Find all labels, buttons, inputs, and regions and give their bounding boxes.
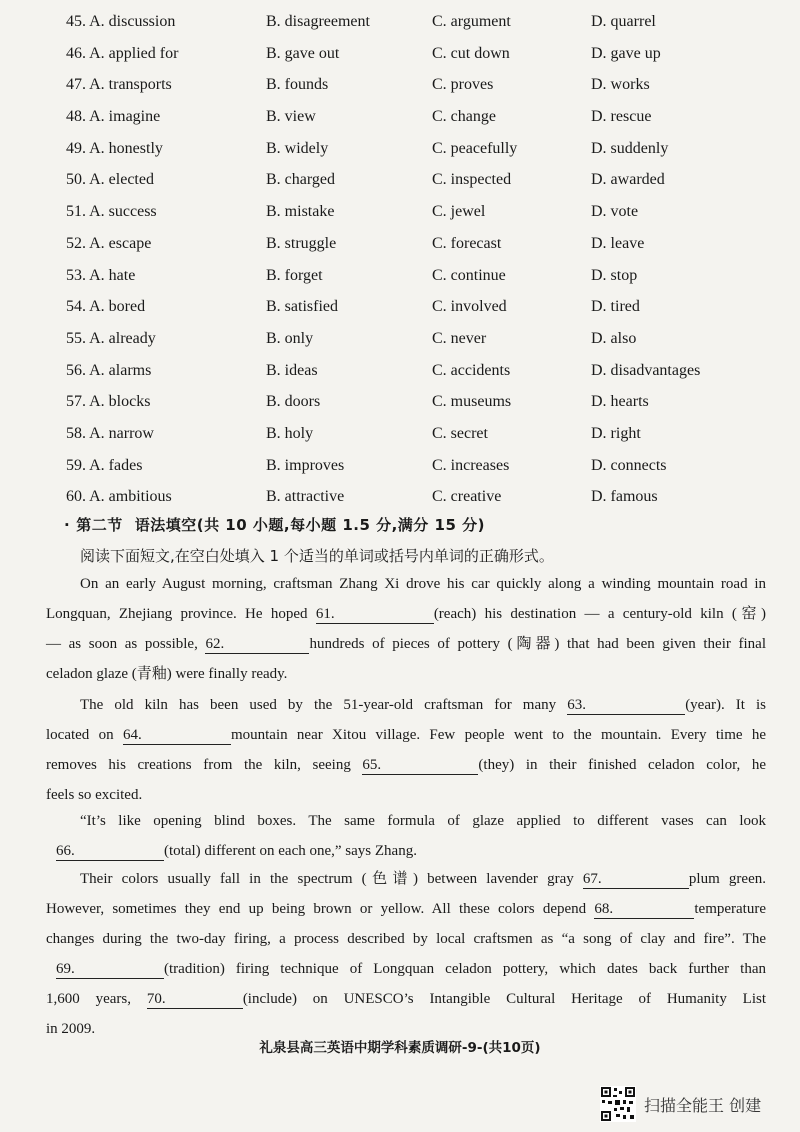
option-a: 56. A. alarms xyxy=(66,361,152,379)
answer-options xyxy=(0,6,800,513)
option-a: 55. A. already xyxy=(66,329,156,347)
passage-text: (total) different on each one,” says Zhang. xyxy=(164,843,417,859)
option-a: 52. A. escape xyxy=(66,234,152,252)
option-d: D. stop xyxy=(591,266,638,284)
option-row-59 xyxy=(0,450,800,482)
blank-62[interactable]: 62. xyxy=(205,635,309,654)
option-c: C. never xyxy=(432,329,487,347)
option-c: C. jewel xyxy=(432,203,486,221)
passage-text: Their colors usually fall in the spectrum (色谱) between lavender gray xyxy=(80,871,583,887)
option-row-58 xyxy=(0,418,800,450)
option-a: 50. A. elected xyxy=(66,171,154,189)
option-c: C. museums xyxy=(432,393,512,411)
option-b: B. disagreement xyxy=(266,13,370,30)
option-b: B. satisfied xyxy=(266,298,338,316)
option-d: D. gave up xyxy=(591,44,661,62)
passage-text: in 2009. xyxy=(46,1021,96,1037)
passage-text: (year). It is xyxy=(685,697,767,713)
passage-text: Longquan, Zhejiang province. He hoped xyxy=(46,606,316,622)
option-b: B. founds xyxy=(266,76,329,94)
blank-63[interactable]: 63. xyxy=(567,696,685,715)
option-a: 60. A. ambitious xyxy=(66,488,172,506)
passage-line xyxy=(46,984,766,1014)
option-row-48 xyxy=(0,101,800,133)
option-b: B. improves xyxy=(266,456,345,474)
passage-text: (they) in their finished celadon color, he xyxy=(478,757,766,773)
passage-line xyxy=(46,750,766,780)
option-row-49 xyxy=(0,133,800,165)
passage-line xyxy=(46,599,766,629)
option-d: D. disadvantages xyxy=(591,361,701,379)
passage-text: changes during the two-day firing, a process described by local craftsmen as “a song of clay and fire”. The xyxy=(46,931,766,947)
section-heading xyxy=(64,514,485,535)
passage-line xyxy=(46,894,766,924)
option-a: 54. A. bored xyxy=(66,298,146,316)
option-row-54 xyxy=(0,291,800,323)
option-row-60 xyxy=(0,481,800,513)
page-footer: 礼泉县高三英语中期学科素质调研-9-(共10页) xyxy=(259,1040,541,1056)
option-c: C. change xyxy=(432,108,496,126)
passage-line xyxy=(46,806,766,836)
option-c: C. continue xyxy=(432,266,506,284)
option-a: 53. A. hate xyxy=(66,266,136,284)
blank-70[interactable]: 70. xyxy=(147,990,243,1009)
passage-text: (reach) his destination — a century-old kiln (窑) xyxy=(433,606,766,622)
option-d: D. leave xyxy=(591,234,645,252)
option-c: C. peacefully xyxy=(432,139,518,157)
option-d: D. famous xyxy=(591,488,658,506)
option-b: B. ideas xyxy=(266,361,318,379)
option-c: C. secret xyxy=(432,424,488,442)
option-a: 45. A. discussion xyxy=(66,13,176,30)
option-row-51 xyxy=(0,196,800,228)
passage-paragraph-1 xyxy=(46,569,766,689)
passage-text: “It’s like opening blind boxes. The same formula of glaze applied to different vases can look xyxy=(80,813,766,829)
option-b: B. doors xyxy=(266,393,321,411)
option-a: 57. A. blocks xyxy=(66,393,151,411)
passage-paragraph-2 xyxy=(46,690,766,810)
option-row-45 xyxy=(0,6,800,38)
passage-line xyxy=(46,659,766,689)
option-c: C. creative xyxy=(432,488,502,506)
option-b: B. gave out xyxy=(266,44,340,62)
passage-text: mountain near Xitou village. Few people went to the mountain. Every time he xyxy=(230,727,766,743)
option-c: C. cut down xyxy=(432,44,510,62)
passage-text: removes his creations from the kiln, seeing xyxy=(46,757,363,773)
option-row-55 xyxy=(0,323,800,355)
option-b: B. charged xyxy=(266,171,336,189)
passage-line xyxy=(46,569,766,599)
section-instruction: 阅读下面短文,在空白处填入 1 个适当的单词或括号内单词的正确形式。 xyxy=(80,547,554,565)
watermark-text: 扫描全能王 创建 xyxy=(644,1095,762,1115)
option-d: D. works xyxy=(591,76,650,94)
option-b: B. only xyxy=(266,329,314,347)
scanner-watermark xyxy=(600,1086,761,1122)
option-b: B. mistake xyxy=(266,203,335,221)
option-d: D. right xyxy=(591,424,641,442)
blank-65[interactable]: 65. xyxy=(362,756,478,775)
option-a: 46. A. applied for xyxy=(66,44,179,62)
blank-67[interactable]: 67. xyxy=(583,870,689,889)
passage-paragraph-4 xyxy=(46,864,766,1044)
option-c: C. involved xyxy=(432,298,507,316)
passage-line xyxy=(46,629,766,659)
passage-text: The old kiln has been used by the 51-year-old craftsman for many xyxy=(80,697,568,713)
option-c: C. inspected xyxy=(432,171,512,189)
blank-69[interactable]: 69. xyxy=(56,960,164,979)
option-d: D. also xyxy=(591,329,637,347)
option-a: 48. A. imagine xyxy=(66,108,161,126)
passage-line xyxy=(46,864,766,894)
option-c: C. forecast xyxy=(432,234,502,252)
passage-paragraph-3 xyxy=(46,806,766,866)
option-b: B. holy xyxy=(266,424,314,442)
passage-line xyxy=(46,954,766,984)
blank-66[interactable]: 66. xyxy=(56,842,164,861)
option-c: C. accidents xyxy=(432,361,511,379)
passage-text: located on xyxy=(46,727,123,743)
option-b: B. view xyxy=(266,108,316,126)
passage-line xyxy=(46,690,766,720)
option-a: 58. A. narrow xyxy=(66,424,154,442)
passage-text: feels so excited. xyxy=(46,787,143,803)
passage-text: celadon glaze (青釉) were finally ready. xyxy=(46,666,288,682)
passage-line xyxy=(46,720,766,750)
passage-text: temperature xyxy=(694,901,766,917)
option-d: D. vote xyxy=(591,203,639,221)
option-b: B. attractive xyxy=(266,488,345,506)
blank-64[interactable]: 64. xyxy=(123,726,231,745)
option-d: D. tired xyxy=(591,298,640,316)
passage-text: On an early August morning, craftsman Zhang Xi drove his car quickly along a winding mountain road in xyxy=(80,576,766,592)
option-a: 59. A. fades xyxy=(66,456,143,474)
option-row-52 xyxy=(0,228,800,260)
passage-text: (tradition) firing technique of Longquan celadon pottery, which dates back further than xyxy=(164,961,766,977)
option-b: B. struggle xyxy=(266,234,337,252)
passage-text: However, sometimes they end up being brown or yellow. All these colors depend xyxy=(46,901,595,917)
blank-61[interactable]: 61. xyxy=(316,605,434,624)
passage-text: — as soon as possible, xyxy=(46,636,206,652)
option-d: D. connects xyxy=(591,456,667,474)
option-d: D. quarrel xyxy=(591,13,656,30)
option-a: 47. A. transports xyxy=(66,76,172,94)
passage-text: plum green. xyxy=(688,871,766,887)
option-b: B. widely xyxy=(266,139,329,157)
option-d: D. hearts xyxy=(591,393,649,411)
section-title: 第二节 xyxy=(76,516,123,534)
passage-text: hundreds of pieces of pottery (陶器) that had been given their final xyxy=(309,636,766,652)
passage-line xyxy=(46,924,766,954)
passage-text: 1,600 years, xyxy=(46,991,147,1007)
passage-line xyxy=(46,836,766,866)
option-c: C. increases xyxy=(432,456,510,474)
option-row-57 xyxy=(0,386,800,418)
passage-text: (include) on UNESCO’s Intangible Cultural Heritage of Humanity List xyxy=(242,991,766,1007)
qr-code-icon xyxy=(600,1086,636,1122)
option-c: C. proves xyxy=(432,76,494,94)
option-b: B. forget xyxy=(266,266,323,284)
option-row-53 xyxy=(0,260,800,292)
option-a: 51. A. success xyxy=(66,203,157,221)
option-row-47 xyxy=(0,69,800,101)
option-row-50 xyxy=(0,164,800,196)
option-d: D. suddenly xyxy=(591,139,669,157)
option-d: D. awarded xyxy=(591,171,665,189)
option-c: C. argument xyxy=(432,13,511,30)
section-name: 语法填空(共 10 小题,每小题 1.5 分,满分 15 分) xyxy=(134,516,485,534)
option-a: 49. A. honestly xyxy=(66,139,163,157)
option-row-56 xyxy=(0,355,800,387)
option-d: D. rescue xyxy=(591,108,652,126)
option-row-46 xyxy=(0,38,800,70)
section-bullet: · xyxy=(64,516,71,534)
blank-68[interactable]: 68. xyxy=(594,900,694,919)
